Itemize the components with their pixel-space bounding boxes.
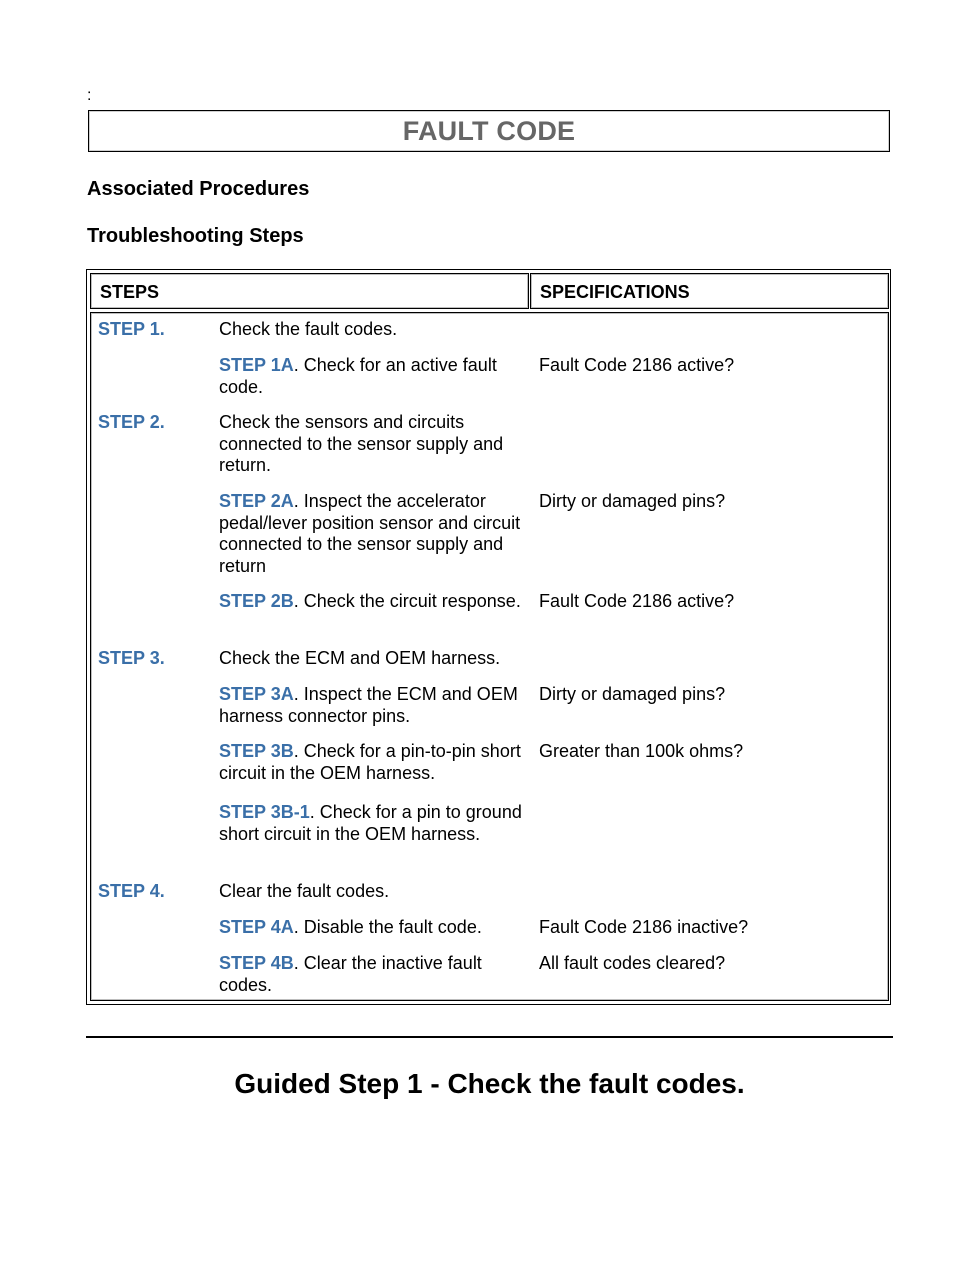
substep-label[interactable]: STEP 4A: [219, 917, 294, 937]
leading-colon: :: [87, 87, 92, 104]
specification-text: Dirty or damaged pins?: [539, 491, 726, 511]
substep-period: .: [309, 802, 315, 822]
substep-text: Check for a pin-to-pin short circuit in the OEM harness.: [219, 741, 521, 783]
step-description: Clear the fault codes.: [219, 881, 390, 901]
guided-step-title: Guided Step 1 - Check the fault codes.: [234, 1068, 745, 1099]
step-number[interactable]: STEP 2.: [98, 412, 165, 432]
substep-description: [219, 591, 529, 613]
step-description: Check the fault codes.: [219, 319, 398, 339]
substep-text: Disable the fault code.: [298, 917, 482, 937]
substep-description: [219, 917, 529, 939]
specification-text: All fault codes cleared?: [539, 953, 726, 973]
step-description: Check the ECM and OEM harness.: [219, 648, 501, 668]
substep-text: Inspect the accelerator pedal/lever position sensor and circuit connected to the sensor supply and return: [219, 491, 521, 576]
substep-period: .: [293, 591, 299, 611]
substep-description: [219, 355, 529, 398]
substep-text: Check for a pin to ground short circuit in the OEM harness.: [219, 802, 522, 844]
substep-description: [219, 491, 529, 577]
substep-period: .: [293, 491, 299, 511]
step-number[interactable]: STEP 3.: [98, 648, 165, 668]
specifications-column-header: SPECIFICATIONS: [530, 273, 889, 309]
substep-text: Inspect the ECM and OEM harness connector pins.: [219, 684, 518, 726]
step-description: Check the sensors and circuits connected to the sensor supply and return.: [219, 412, 504, 475]
steps-column-header: STEPS: [90, 273, 529, 309]
troubleshooting-table: [86, 269, 891, 1005]
substep-description: [219, 953, 529, 996]
substep-label[interactable]: STEP 3B: [219, 741, 294, 761]
associated-procedures-heading: Associated Procedures: [87, 178, 310, 200]
substep-description: [219, 684, 529, 727]
substep-label[interactable]: STEP 3B-1: [219, 802, 310, 822]
specification-text: Greater than 100k ohms?: [539, 741, 744, 761]
specification-text: Dirty or damaged pins?: [539, 684, 726, 704]
substep-text: Check the circuit response.: [298, 591, 521, 611]
substep-text: Clear the inactive fault codes.: [219, 953, 482, 995]
substep-text: Check for an active fault code.: [219, 355, 497, 397]
substep-period: .: [293, 684, 299, 704]
table-body: [90, 312, 889, 1001]
page-title: FAULT CODE: [402, 115, 576, 146]
step-number[interactable]: STEP 1.: [98, 319, 165, 339]
troubleshooting-steps-heading: Troubleshooting Steps: [87, 225, 304, 247]
specification-text: Fault Code 2186 active?: [539, 591, 735, 611]
step-number[interactable]: STEP 4.: [98, 881, 165, 901]
specification-text: Fault Code 2186 inactive?: [539, 917, 749, 937]
substep-label[interactable]: STEP 1A: [219, 355, 294, 375]
substep-description: [219, 741, 529, 784]
substep-label[interactable]: STEP 2B: [219, 591, 294, 611]
fault-code-title-box: [88, 110, 890, 152]
substep-period: .: [293, 953, 299, 973]
horizontal-divider: [86, 1036, 893, 1038]
substep-label[interactable]: STEP 4B: [219, 953, 294, 973]
specification-text: Fault Code 2186 active?: [539, 355, 735, 375]
substep-period: .: [293, 917, 299, 937]
substep-label[interactable]: STEP 2A: [219, 491, 294, 511]
substep-label[interactable]: STEP 3A: [219, 684, 294, 704]
substep-period: .: [293, 355, 299, 375]
substep-period: .: [293, 741, 299, 761]
substep-description: [219, 802, 529, 845]
